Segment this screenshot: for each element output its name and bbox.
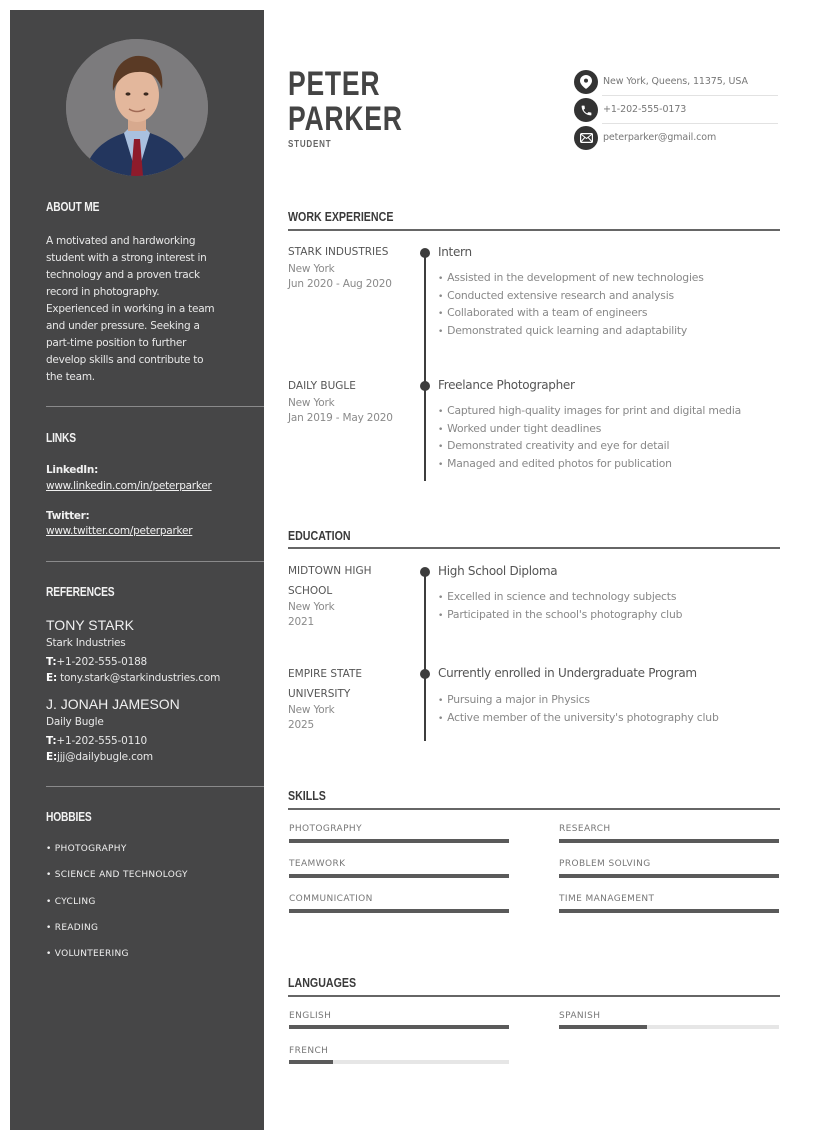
skill-label: PHOTOGRAPHY	[289, 824, 362, 834]
job-title: STUDENT	[288, 139, 332, 150]
company-name: STARK INDUSTRIES	[288, 246, 389, 258]
phone-label: T:	[46, 735, 57, 747]
hobby-item: • CYCLING	[46, 897, 96, 907]
list-item: • Pursuing a major in Physics	[438, 692, 719, 710]
timeline-dot	[420, 567, 430, 577]
school-name	[288, 562, 398, 601]
list-item: • Participated in the school's photography club	[438, 607, 682, 625]
language-bar-fill	[559, 1025, 647, 1029]
first-name: PETER	[288, 65, 381, 103]
about-line: record in photography.	[46, 286, 160, 298]
section-rule	[288, 808, 780, 810]
divider	[46, 561, 264, 562]
reference-phone	[46, 656, 147, 668]
reference-email	[46, 672, 220, 684]
divider	[602, 95, 778, 96]
about-line: Experienced in working in a team	[46, 303, 215, 315]
linkedin-link[interactable]: www.linkedin.com/in/peterparker	[46, 480, 212, 492]
school-location: New York	[288, 601, 335, 613]
languages-heading: LANGUAGES	[288, 975, 357, 990]
skill-bar-fill	[289, 839, 509, 843]
graduation-year: 2025	[288, 719, 314, 731]
phone-text: +1-202-555-0173	[603, 104, 687, 115]
education-heading: EDUCATION	[288, 528, 351, 543]
timeline-dot	[420, 381, 430, 391]
company-location: New York	[288, 397, 335, 409]
list-item: • Conducted extensive research and analysis	[438, 288, 704, 306]
responsibilities-list	[438, 403, 741, 473]
language-label: FRENCH	[289, 1046, 329, 1056]
achievements-list	[438, 692, 719, 727]
profile-photo	[66, 39, 208, 176]
employment-dates: Jan 2019 - May 2020	[288, 412, 393, 424]
list-item: • Managed and edited photos for publication	[438, 456, 741, 474]
school-name	[288, 665, 398, 704]
reference-email	[46, 751, 153, 763]
graduation-year: 2021	[288, 616, 314, 628]
email-label: E:	[46, 751, 57, 763]
about-text	[46, 233, 226, 386]
phone-icon	[574, 98, 598, 122]
references-heading: REFERENCES	[46, 585, 115, 599]
skill-bar	[559, 874, 779, 878]
skill-label: TEAMWORK	[289, 859, 346, 869]
degree-title: High School Diploma	[438, 564, 558, 578]
phone-label: T:	[46, 656, 57, 668]
twitter-link[interactable]: www.twitter.com/peterparker	[46, 525, 193, 537]
skill-bar-fill	[289, 874, 509, 878]
phone-value: +1-202-555-0188	[56, 656, 148, 668]
phone-value: +1-202-555-0110	[56, 735, 148, 747]
timeline-line	[424, 572, 426, 741]
hobbies-heading: HOBBIES	[46, 810, 92, 824]
reference-company: Daily Bugle	[46, 716, 104, 728]
list-item: • Excelled in science and technology subjects	[438, 589, 682, 607]
reference-phone	[46, 735, 147, 747]
email-value: jjj@dailybugle.com	[56, 751, 153, 763]
about-line: part-time position to further	[46, 337, 187, 349]
portrait-image	[66, 39, 208, 176]
about-line: technology and a proven track	[46, 269, 200, 281]
language-bar	[289, 1025, 509, 1029]
hobby-item: • SCIENCE AND TECHNOLOGY	[46, 870, 188, 880]
language-bar	[559, 1025, 779, 1029]
map-pin-icon	[574, 70, 598, 94]
company-name: DAILY BUGLE	[288, 380, 356, 392]
reference-name: J. JONAH JAMESON	[46, 696, 180, 712]
list-item: • Collaborated with a team of engineers	[438, 305, 704, 323]
hobby-item: • VOLUNTEERING	[46, 949, 129, 959]
list-item: • Assisted in the development of new technologies	[438, 270, 704, 288]
position-title: Intern	[438, 245, 472, 259]
sidebar	[10, 10, 264, 1130]
achievements-list	[438, 589, 682, 624]
about-line: the team.	[46, 371, 95, 383]
school-name-line: UNIVERSITY	[288, 687, 351, 700]
skill-bar	[559, 839, 779, 843]
timeline-line	[424, 253, 426, 481]
list-item: • Demonstrated quick learning and adaptability	[438, 323, 704, 341]
about-line: student with a strong interest in	[46, 252, 207, 264]
language-bar-fill	[289, 1060, 333, 1064]
section-rule	[288, 229, 780, 231]
skill-bar	[289, 874, 509, 878]
about-line: develop skills and contribute to	[46, 354, 204, 366]
about-line: and under pressure. Seeking a	[46, 320, 200, 332]
last-name: PARKER	[288, 100, 403, 138]
company-location: New York	[288, 263, 335, 275]
skill-bar-fill	[559, 874, 779, 878]
skill-bar	[289, 909, 509, 913]
skill-bar	[289, 839, 509, 843]
linkedin-label: LinkedIn:	[46, 464, 98, 476]
language-label: SPANISH	[559, 1011, 601, 1021]
language-bar-fill	[289, 1025, 509, 1029]
about-heading: ABOUT ME	[46, 200, 100, 214]
email-value: tony.stark@starkindustries.com	[60, 672, 221, 684]
list-item: • Active member of the university's photography club	[438, 710, 719, 728]
reference-name: TONY STARK	[46, 617, 134, 633]
envelope-icon	[574, 126, 598, 150]
list-item: • Captured high-quality images for print and digital media	[438, 403, 741, 421]
email-label: E:	[46, 672, 57, 684]
about-line: A motivated and hardworking	[46, 235, 196, 247]
school-name-line: SCHOOL	[288, 584, 333, 597]
timeline-dot	[420, 669, 430, 679]
school-location: New York	[288, 704, 335, 716]
address-text: New York, Queens, 11375, USA	[603, 76, 748, 87]
skill-bar	[559, 909, 779, 913]
responsibilities-list	[438, 270, 704, 340]
timeline-dot	[420, 248, 430, 258]
divider	[602, 123, 778, 124]
work-experience-heading: WORK EXPERIENCE	[288, 209, 394, 224]
school-name-line: MIDTOWN HIGH	[288, 565, 372, 577]
language-bar	[289, 1060, 509, 1064]
skills-heading: SKILLS	[288, 788, 326, 803]
position-title: Freelance Photographer	[438, 378, 575, 392]
section-rule	[288, 547, 780, 549]
divider	[46, 786, 264, 787]
links-heading: LINKS	[46, 431, 76, 445]
section-rule	[288, 995, 780, 997]
list-item: • Demonstrated creativity and eye for detail	[438, 438, 741, 456]
employment-dates: Jun 2020 - Aug 2020	[288, 278, 392, 290]
skill-label: COMMUNICATION	[289, 894, 373, 904]
school-name-line: EMPIRE STATE	[288, 668, 363, 680]
list-item: • Worked under tight deadlines	[438, 421, 741, 439]
skill-label: TIME MANAGEMENT	[559, 894, 655, 904]
language-label: ENGLISH	[289, 1011, 332, 1021]
skill-label: RESEARCH	[559, 824, 611, 834]
skill-bar-fill	[559, 839, 779, 843]
reference-company: Stark Industries	[46, 637, 126, 649]
hobby-item: • READING	[46, 923, 99, 933]
skill-bar-fill	[559, 909, 779, 913]
twitter-label: Twitter:	[46, 510, 90, 522]
hobby-item: • PHOTOGRAPHY	[46, 844, 127, 854]
email-text: peterparker@gmail.com	[603, 132, 717, 143]
divider	[46, 406, 264, 407]
skill-bar-fill	[289, 909, 509, 913]
skill-label: PROBLEM SOLVING	[559, 859, 651, 869]
degree-title: Currently enrolled in Undergraduate Program	[438, 666, 697, 680]
